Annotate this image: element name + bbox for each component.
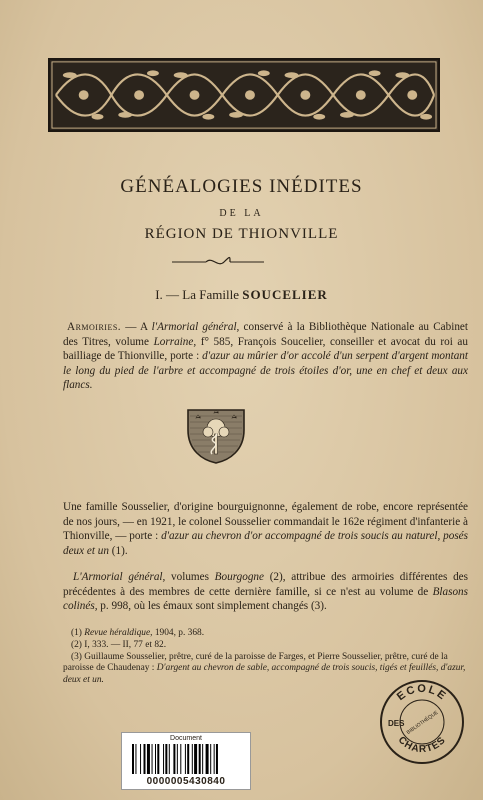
barcode-bar — [155, 744, 156, 774]
para2-text1: Une famille Sousselier, d'origine bourguignonne, également de robe, encore représentée de nos jours, — en 1921, le colonel Sousselier commandait le 162e régiment d'infanterie à Thionville, — porte : — [63, 501, 468, 543]
barcode-bar — [180, 744, 181, 774]
para3-text1: volumes — [165, 571, 215, 583]
frieze-ornament-icon — [50, 60, 438, 130]
barcode-bar — [187, 744, 189, 774]
barcode-icon — [132, 744, 242, 774]
ornamental-frieze — [48, 58, 440, 132]
coat-of-arms-icon — [186, 408, 246, 464]
para3-italic3: Blasons colinés, — [63, 585, 468, 613]
para2-text2: (1). — [108, 544, 128, 557]
para1-text1: — A — [121, 321, 152, 333]
para1-italic2: Lorraine, — [153, 335, 197, 348]
barcode-bar — [214, 744, 215, 774]
barcode-bar — [144, 744, 146, 774]
para3-italic2: Bourgogne — [214, 571, 264, 583]
para2-italic1: d'azur au chevron d'or accompagné de trois soucis au naturel, posés deux et un — [63, 530, 469, 557]
fn1-italic: Revue héraldique, — [84, 628, 153, 638]
para1-italic3: d'azur au mûrier d'or accolé d'un serpent d'argent montant le long du pied de l'arbre et accompagné de trois étoiles d'or, une en chef et deux aux flancs. — [63, 350, 468, 392]
title-connector: DE LA — [219, 208, 264, 219]
barcode-bar — [152, 744, 153, 774]
footnote-2: (2) I, 333. — II, 77 et 82. — [71, 639, 167, 650]
barcode-bar — [194, 744, 197, 774]
para1-text3: f° 585, François Soucelier, conseiller et avocat du roi au bailliage de Thionville, porte : — [63, 335, 468, 363]
barcode-bar — [192, 744, 193, 774]
barcode-bar — [173, 744, 175, 774]
stamp-center-text: BIBLIOTHÈQUE — [405, 709, 440, 736]
barcode-bar — [206, 744, 209, 774]
para1-text2: conservé à la Bibliothèque Nationale au Cabinet des Titres, volume — [63, 321, 469, 348]
svg-text:CHARTES — [396, 735, 449, 756]
barcode-bar — [177, 744, 178, 774]
barcode-title: Document — [170, 735, 202, 742]
barcode-number: 0000005430840 — [146, 776, 226, 787]
barcode-bar — [135, 744, 136, 774]
para3-italic1: L'Armorial général, — [73, 571, 166, 583]
sousselier-paragraph — [63, 500, 468, 558]
barcode-bar — [157, 744, 159, 774]
barcode-bar — [202, 744, 203, 774]
para3-text3: p. 998, où les émaux sont simplement changés (3). — [97, 600, 327, 613]
barcode-bar — [216, 744, 218, 774]
separator-ornament-icon — [172, 256, 264, 268]
family-name: SOUCELIER — [242, 287, 328, 302]
barcode-bar — [147, 744, 150, 774]
armoiries-lead: Armoiries. — [67, 321, 122, 333]
footnote-1 — [63, 628, 468, 640]
barcode-bar — [132, 744, 134, 774]
library-stamp-icon — [378, 678, 466, 766]
para3-text2: (2), attribue des armoiries différentes des précédentes à des membres de cette dernière famille, si ce n'est au volume de — [63, 571, 468, 598]
barcode-bar — [185, 744, 186, 774]
fn1-num: (1) — [71, 628, 85, 638]
stamp-top-text: ECOLE — [394, 682, 450, 704]
section-prefix: I. — La Famille — [155, 287, 243, 302]
barcode-bar — [163, 744, 164, 774]
fn1-text: 1904, p. 368. — [152, 628, 205, 638]
barcode-bar — [140, 744, 141, 774]
armoiries-paragraph — [63, 320, 468, 393]
para1-italic1: l'Armorial général, — [151, 321, 240, 333]
barcode-bar — [199, 744, 201, 774]
section-heading — [0, 287, 483, 303]
armorial-paragraph — [63, 570, 468, 614]
page-title: GÉNÉALOGIES INÉDITES — [120, 176, 363, 197]
barcode-bar — [210, 744, 211, 774]
barcode-label — [121, 732, 251, 790]
barcode-bar — [165, 744, 167, 774]
page-subtitle: RÉGION DE THIONVILLE — [144, 226, 339, 242]
fn3-italic: D'argent au chevron de sable, accompagné de trois soucis, tigés et feuillés, d'azur, deux et un. — [63, 663, 466, 686]
fn3-text: (3) Guillaume Sousselier, prêtre, curé de la paroisse de Farges, et Pierre Sousselier, prêtre, curé de la paroisse de Chaudenay : — [63, 651, 448, 674]
stamp-left-text: DES — [388, 719, 405, 728]
stamp-bottom-text: CHARTES — [395, 734, 449, 756]
barcode-bar — [169, 744, 170, 774]
